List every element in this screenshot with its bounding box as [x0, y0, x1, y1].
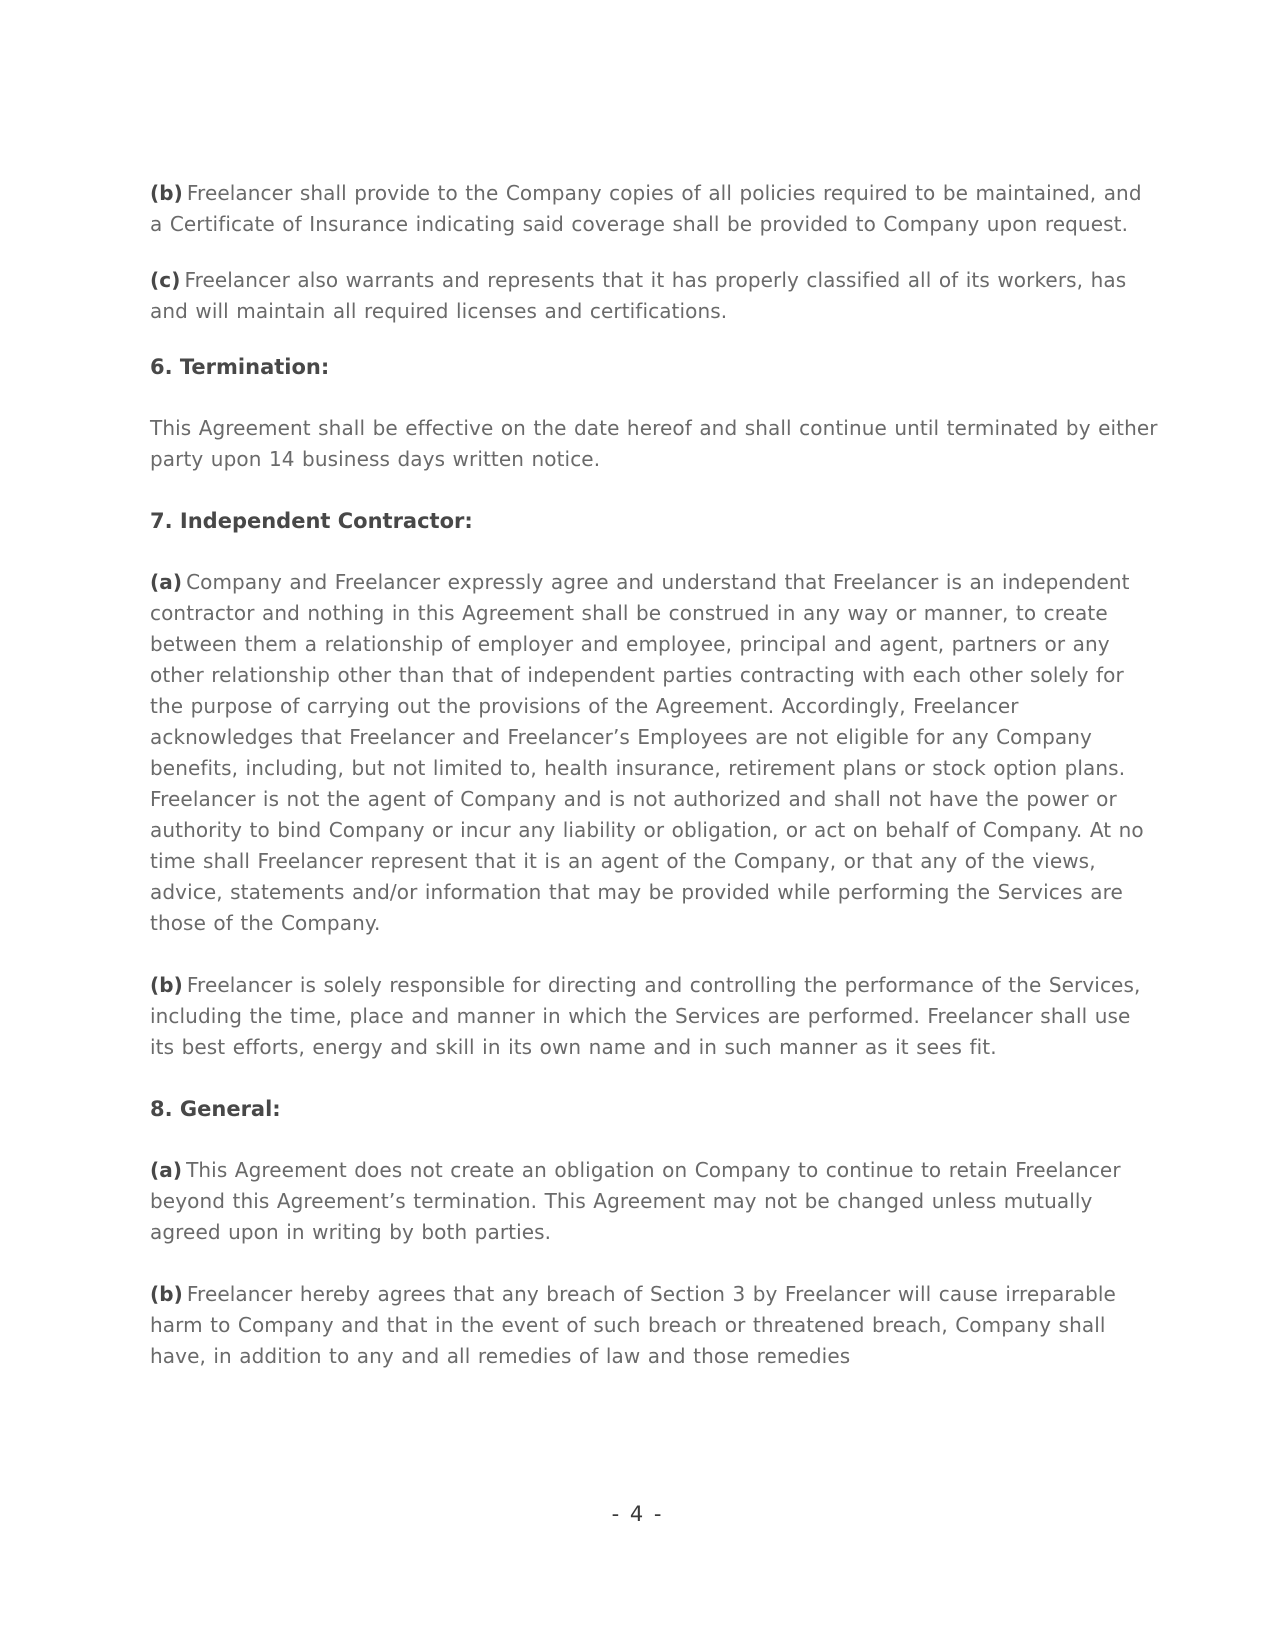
clause-label: (a)	[150, 1158, 183, 1182]
clause-8b	[150, 1279, 1160, 1372]
section-heading-termination: 6. Termination:	[150, 355, 330, 379]
clause-label: (b)	[150, 1282, 183, 1306]
clause-8a	[150, 1155, 1160, 1248]
clause-text: This Agreement does not create an obligation on Company to continue to retain Freelancer beyond this Agreement’s termination. This Agreement may not be changed unless mutually agreed upon in writing by both parties.	[150, 1158, 1121, 1244]
clause-label: (c)	[150, 268, 181, 292]
clause-text: Freelancer shall provide to the Company copies of all policies required to be maintained, and a Certificate of Insurance indicating said coverage shall be provided to Company upon request.	[150, 181, 1142, 236]
clause-text: Company and Freelancer expressly agree and understand that Freelancer is an independent contractor and nothing in this Agreement shall be construed in any way or manner, to create between them a relationship of employer and employee, principal and agent, partners or any other relationship other than that of independent parties contracting with each other solely for the purpose of carrying out the provisions of the Agreement. Accordingly, Freelancer acknowledges that Freelancer and Freelancer’s Employees are not eligible for any Company benefits, including, but not limited to, health insurance, retirement plans or stock option plans. Freelancer is not the agent of Company and is not authorized and shall not have the power or authority to bind Company or incur any liability or obligation, or act on behalf of Company. At no time shall Freelancer represent that it is an agent of the Company, or that any of the views, advice, statements and/or information that may be provided while performing the Services are those of the Company.	[150, 570, 1144, 935]
clause-text: Freelancer is solely responsible for directing and controlling the performance of the Services, including the time, place and manner in which the Services are performed. Freelancer shall use its best efforts, energy and skill in its own name and in such manner as it sees fit.	[150, 973, 1141, 1059]
document-body	[150, 178, 1160, 1372]
clause-6	[150, 413, 1160, 475]
clause-5c	[150, 265, 1160, 327]
clause-5b	[150, 178, 1160, 240]
clause-label: (b)	[150, 973, 183, 997]
section-heading-general: 8. General:	[150, 1097, 281, 1121]
section-heading-independent-contractor: 7. Independent Contractor:	[150, 509, 473, 533]
clause-label: (b)	[150, 181, 183, 205]
clause-7a	[150, 567, 1160, 939]
clause-text: Freelancer also warrants and represents that it has properly classified all of its workers, has and will maintain all required licenses and certifications.	[150, 268, 1127, 323]
clause-7b	[150, 970, 1160, 1063]
page-number: - 4 -	[611, 1502, 664, 1526]
clause-text: This Agreement shall be effective on the date hereof and shall continue until terminated by either party upon 14 business days written notice.	[150, 416, 1158, 471]
clause-label: (a)	[150, 570, 183, 594]
clause-text: Freelancer hereby agrees that any breach of Section 3 by Freelancer will cause irreparable harm to Company and that in the event of such breach or threatened breach, Company shall have, in addition to any and all remedies of law and those remedies	[150, 1282, 1116, 1368]
